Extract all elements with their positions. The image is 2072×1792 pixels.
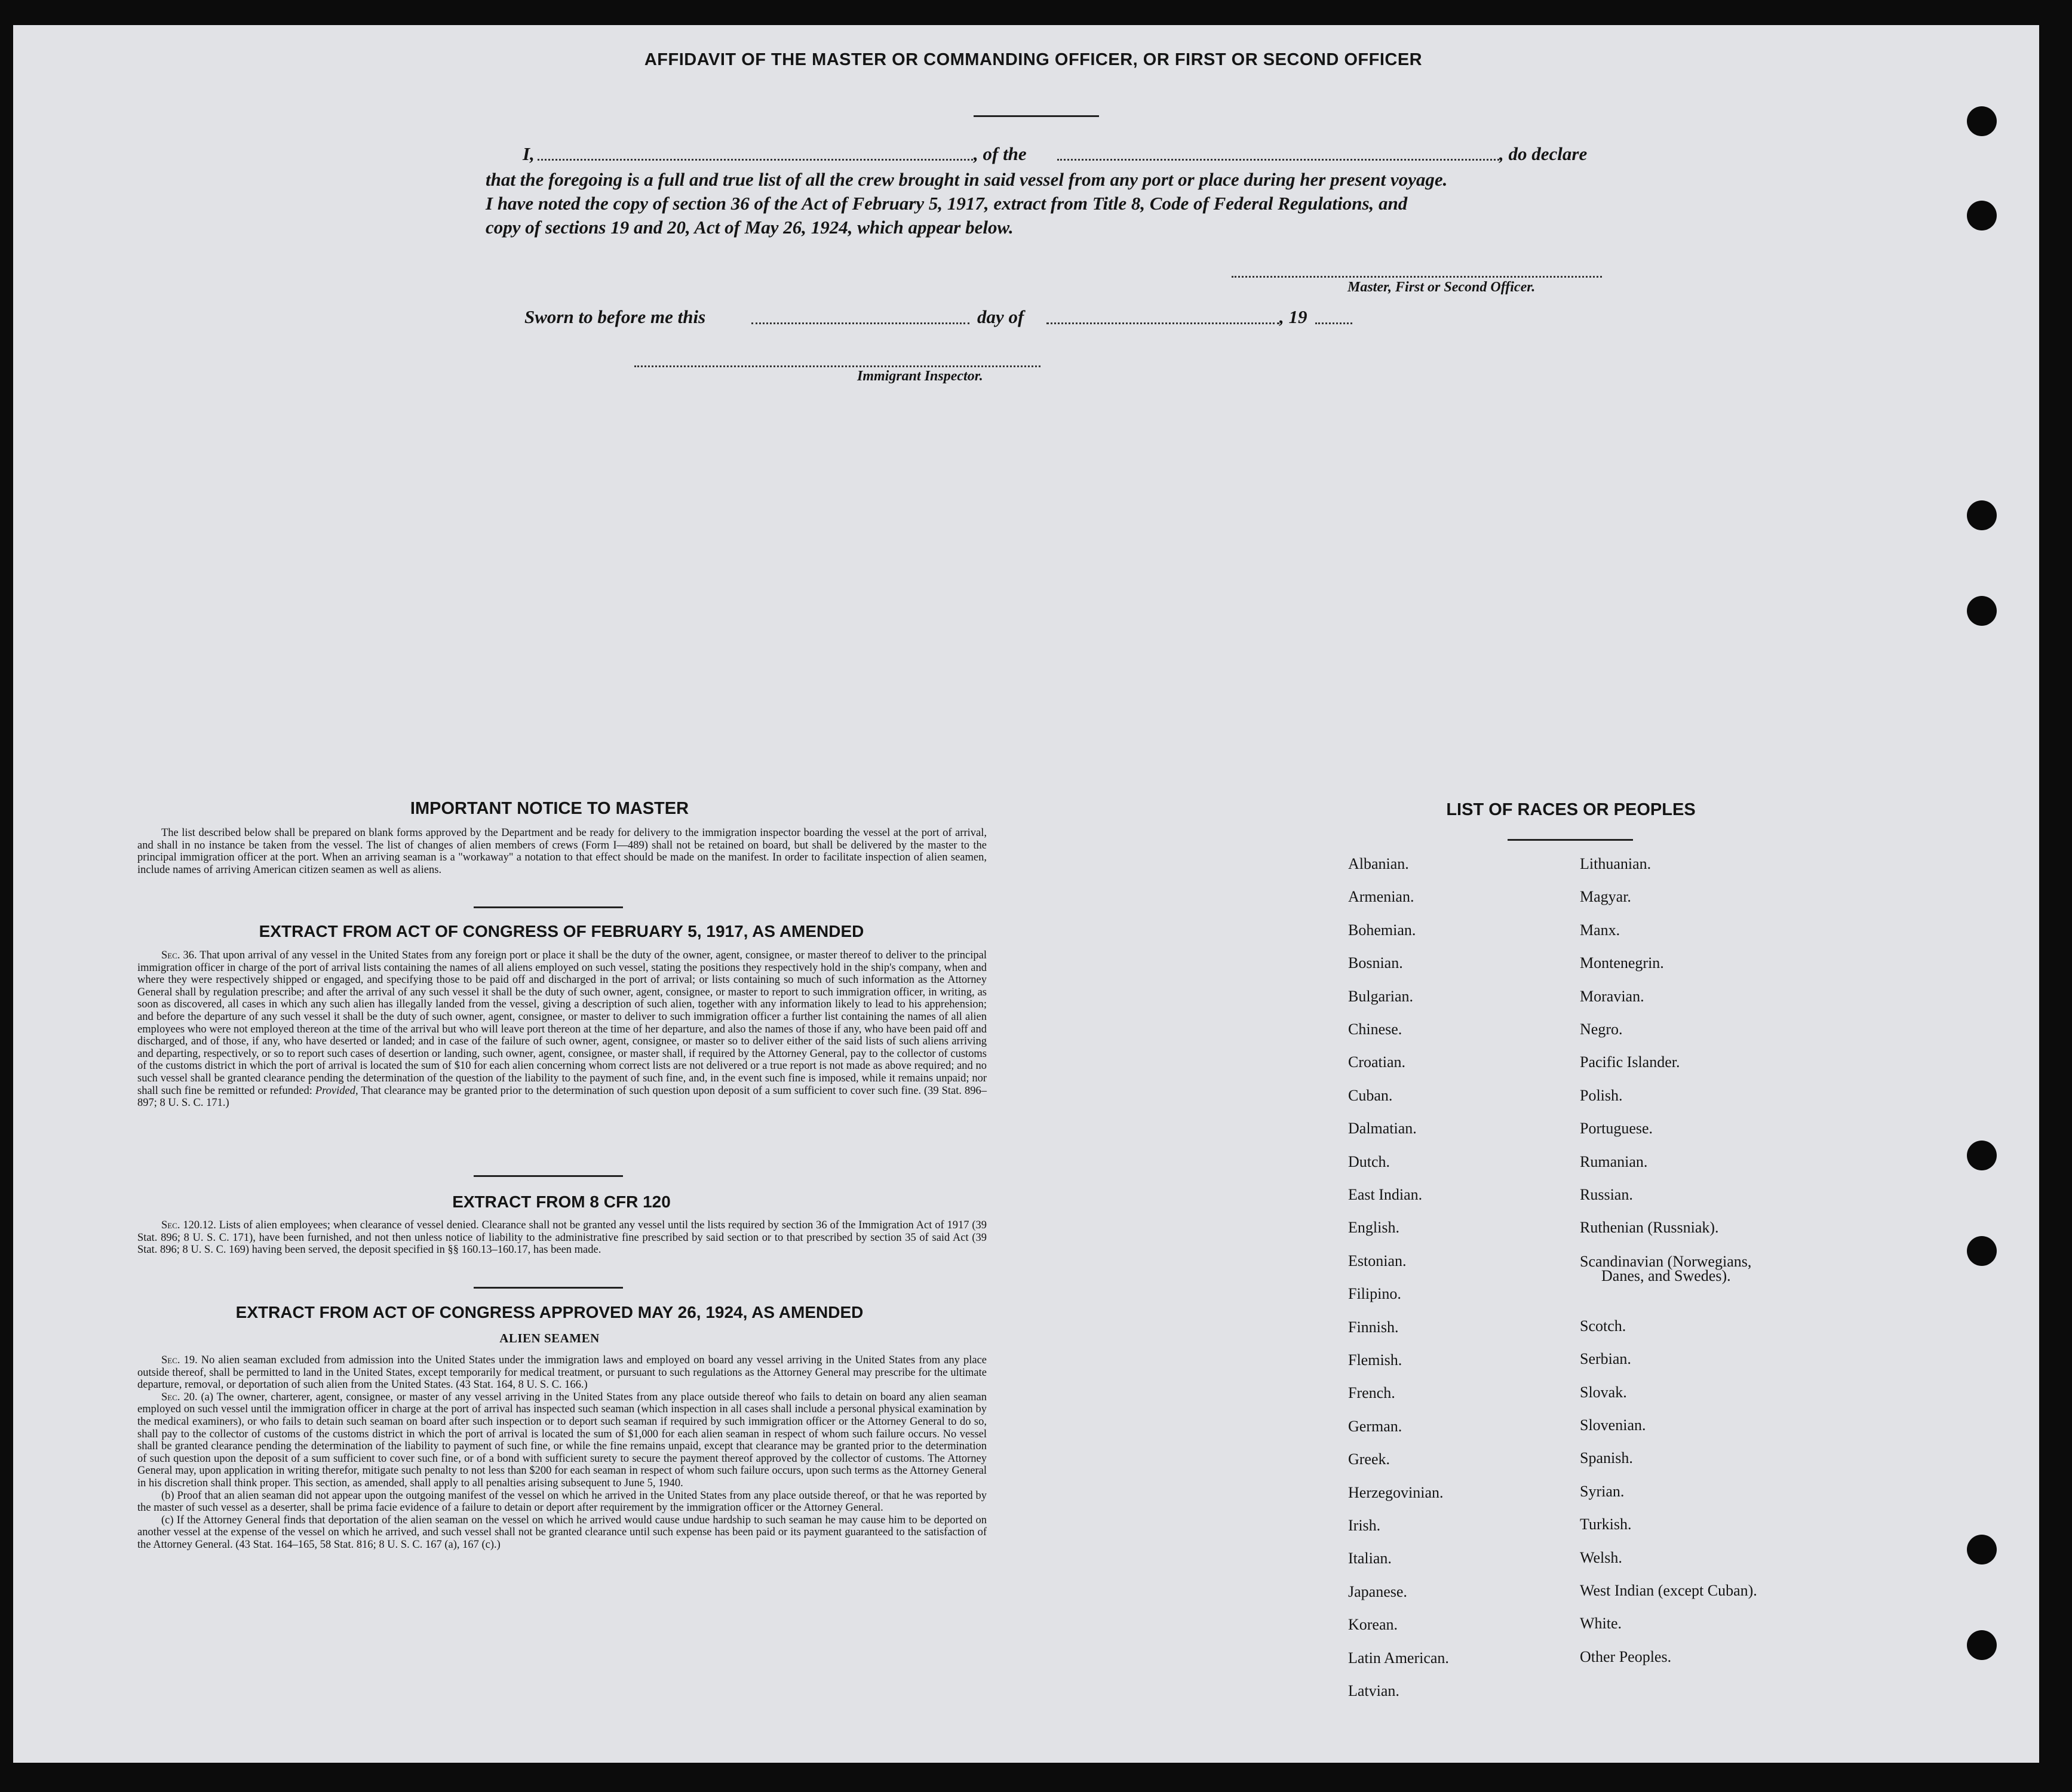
section-text: Lists of alien employees; when clearance of vessel denied. Clearance shall not be granted any vessel until the lists required by section 36 of the Immigration Act of 1917 (39 Stat. 896; 8 U. S. C. 171), have been furnished, and not then unless notice of liability to the administrative fine prescribed by said section or to that prescribed by section 35 of said Act (39 Stat. 896; 8 U. S. C. 169) having been served, the deposit specified in §§ 160.13–160.17, has been made. bbox=[137, 1219, 987, 1256]
extract-cfr-title: EXTRACT FROM 8 CFR 120 bbox=[452, 1192, 671, 1211]
race-item: Montenegrin. bbox=[1580, 954, 1664, 972]
race-item: Cuban. bbox=[1348, 1086, 1393, 1104]
day-of-label: day of bbox=[977, 306, 1024, 327]
race-item: Serbian. bbox=[1580, 1350, 1631, 1368]
sworn-label: Sworn to before me this bbox=[524, 306, 706, 327]
race-item: Russian. bbox=[1580, 1186, 1633, 1203]
race-item: Herzegovinian. bbox=[1348, 1483, 1444, 1501]
punch-hole-icon bbox=[1967, 1236, 1997, 1266]
race-item: Polish. bbox=[1580, 1086, 1623, 1104]
race-item: English. bbox=[1348, 1219, 1399, 1237]
declarant-prefix: I, bbox=[523, 143, 535, 164]
sec20c-paragraph: (c) If the Attorney General finds that deportation of the alien seaman on the vessel on which he arrived would cause undue hardship to such seaman he may cause him to be deported on another vessel at the expense of the vessel on which he arrived, and such vessel shall not be granted clearance until such expense has been paid or its payment guaranteed to the satisfaction of the Attorney General. (43 Stat. 164–165, 58 Stat. 816; 8 U. S. C. 167 (a), 167 (c).) bbox=[137, 1514, 987, 1551]
race-item: Bosnian. bbox=[1348, 954, 1403, 972]
notice-paragraph: The list described below shall be prepared on blank forms approved by the Department and be ready for delivery to the immigration inspector boarding the vessel at the port of arrival, and shall in no instance be taken from the vessel. The list of changes of alien members of crews (Form I—489) shall not be retained on board, but shall be delivered by the master to the principal immigration officer at the port. When an arriving seaman is a "workaway" a notation to that effect should be made on the manifest. In order to facilitate inspection of alien seamen, include names of arriving American citizen seamen as well as aliens. bbox=[137, 827, 987, 876]
extract-1924-subtitle: ALIEN SEAMEN bbox=[499, 1331, 600, 1345]
notice-title: IMPORTANT NOTICE TO MASTER bbox=[410, 799, 689, 818]
race-item: Manx. bbox=[1580, 921, 1620, 939]
year-label: , 19 bbox=[1279, 306, 1307, 327]
inspector-signature-field[interactable] bbox=[634, 365, 1040, 367]
race-item: Bulgarian. bbox=[1348, 987, 1414, 1005]
race-item: Negro. bbox=[1580, 1021, 1623, 1038]
race-item: Croatian. bbox=[1348, 1053, 1406, 1071]
race-item: Scotch. bbox=[1580, 1317, 1626, 1335]
extract-1917-title: EXTRACT FROM ACT OF CONGRESS OF FEBRUARY 5, 1917, AS AMENDED bbox=[259, 922, 864, 940]
inspector-label: Immigrant Inspector. bbox=[857, 368, 983, 384]
extract-cfr-paragraph bbox=[137, 1219, 987, 1256]
race-item: White. bbox=[1580, 1615, 1622, 1633]
race-item: Latin American. bbox=[1348, 1649, 1449, 1667]
punch-hole-icon bbox=[1967, 106, 1997, 136]
divider bbox=[974, 115, 1099, 117]
section-text: No alien seaman excluded from admission into the United States under the immigration laws and employed on board any vessel arriving in the United States from any place outside thereof, shall be permitted to land in the United States, except temporarily for medical treatment, or pursuant to such regulations as the Attorney General may prescribe for the ultimate departure, removal, or deportation of such alien from the United States. (43 Stat. 164, 8 U. S. C. 166.) bbox=[137, 1354, 987, 1391]
race-item: Greek. bbox=[1348, 1450, 1390, 1468]
race-item: Japanese. bbox=[1348, 1582, 1407, 1600]
race-item: Magyar. bbox=[1580, 888, 1631, 906]
punch-hole-icon bbox=[1967, 201, 1997, 230]
declare-label: , do declare bbox=[1499, 143, 1588, 164]
section-text: That upon arrival of any vessel in the United States from any foreign port or place it shall be the duty of the owner, agent, consignee, or master thereof to deliver to the principal immigration officer in charge of the port of arrival lists containing the names of all aliens employed on such vessel, stating the positions they respectively hold in the ship's company, when and where they were respectively shipped or engaged, and specifying those to be paid off and discharged in the port of arrival; or lists containing so much of such information as the Attorney General shall by regulation prescribe; and after the arrival of any such vessel it shall be the duty of such owner, agent, consignee, or master to report to such immigration officer, in writing, as soon as discovered, all cases in which any such alien has illegally landed from the vessel, giving a description of such alien, together with any information likely to lead to his apprehension; and before the departure of any such vessel it shall be the duty of such owner, agent, consignee, or master to deliver to such immigration officer a further list containing the names of all alien employees who were not employed thereon at the time of the arrival but who will leave port thereon at the time of her departure, and also the names of those if any, who have been paid off and discharged, and of those, if any, who have deserted or landed; and in case of the failure of such owner, agent, consignee, or master so to deliver either of the said lists of such aliens arriving and departing, respectively, or so to report such cases of desertion or landing, such owner, agent, consignee, or master shall, if required by the Attorney General, pay to the collector of customs of the customs district in which the port of arrival is located the sum of $10 for each alien concerning whom correct lists are not delivered or a true report is not made as above required; and no such vessel shall be granted clearance pending the determination of the question of the liability to the payment of such fine, and, in the event such fine is imposed, while it remains unpaid; nor shall such fine be remitted or refunded: bbox=[137, 949, 987, 1097]
race-item: Syrian. bbox=[1580, 1482, 1625, 1500]
vessel-name-field[interactable] bbox=[1057, 159, 1499, 161]
sworn-month-field[interactable] bbox=[1046, 322, 1279, 324]
punch-hole-icon bbox=[1967, 596, 1997, 626]
punch-hole-icon bbox=[1967, 1141, 1997, 1170]
race-item: Finnish. bbox=[1348, 1318, 1399, 1336]
race-item: East Indian. bbox=[1348, 1186, 1423, 1203]
race-item: Turkish. bbox=[1580, 1516, 1632, 1533]
race-item: Albanian. bbox=[1348, 855, 1409, 872]
race-item: Irish. bbox=[1348, 1517, 1381, 1534]
signature-field[interactable] bbox=[1232, 276, 1602, 278]
section-text: (a) The owner, charterer, agent, consignee, or master of any vessel arriving in the United States from any place outside thereof who fails to detain on board any alien seaman employed on such vessel until the immigration officer in charge at the port of arrival has inspected such seaman (which inspection in all cases shall include a personal physical examination by the medical examiners), or who fails to detain such seaman on board after such inspection or to deport such seaman if required by such immigration officer or the Attorney General to do so, shall pay to the collector of customs of the customs district in which the port of arrival is located the sum of $1,000 for each alien seaman in respect of whom such failure occurs. No vessel shall be granted clearance pending the determination of the liability to payment of such fine, or while the fine remains unpaid, except that clearance may be granted prior to the determination of such question upon the deposit of a sum sufficient to cover such fine, or of a bond with sufficient surety to secure the payment thereof approved by the collector of customs. The Attorney General may, upon application in writing therefor, mitigate such penalty to not less than $200 for each seaman in respect of whom such failure occurs, upon such terms as the Attorney General in his discretion shall think proper. This section, as amended, shall apply to all penalties arising subsequent to June 5, 1940. bbox=[137, 1391, 987, 1489]
race-item: Portuguese. bbox=[1580, 1120, 1653, 1138]
sec20a-paragraph bbox=[137, 1391, 987, 1490]
race-item: German. bbox=[1348, 1417, 1402, 1435]
races-column-1 bbox=[1348, 855, 1575, 1709]
section-label: Sec. 120.12. bbox=[161, 1219, 216, 1231]
race-item: Rumanian. bbox=[1580, 1152, 1648, 1170]
section-label: Sec. 36. bbox=[161, 949, 197, 961]
races-column-2 bbox=[1580, 855, 1878, 1709]
punch-hole-icon bbox=[1967, 1630, 1997, 1660]
section-label: Sec. 19. bbox=[161, 1354, 198, 1366]
notice-text bbox=[137, 827, 987, 876]
race-item: Italian. bbox=[1348, 1550, 1392, 1567]
race-item: Spanish. bbox=[1580, 1449, 1633, 1467]
sec20b-paragraph: (b) Proof that an alien seaman did not appear upon the outgoing manifest of the vessel on which he arrived in the United States from any place outside thereof, or that he was reported by the master of such vessel as a deserter, shall be prima facie evidence of a failure to detain or deport after requirement by the immigration officer or the Attorney General. bbox=[137, 1489, 987, 1514]
declarant-name-field[interactable] bbox=[538, 159, 977, 161]
extract-1924-title: EXTRACT FROM ACT OF CONGRESS APPROVED MAY 26, 1924, AS AMENDED bbox=[235, 1303, 864, 1321]
affidavit-line: copy of sections 19 and 20, Act of May 26, 1924, which appear below. bbox=[486, 217, 1014, 238]
of-the-label: , of the bbox=[974, 143, 1027, 164]
extract-cfr-text bbox=[137, 1219, 987, 1256]
race-item: Moravian. bbox=[1580, 987, 1644, 1005]
divider bbox=[1508, 839, 1633, 841]
race-item: Korean. bbox=[1348, 1616, 1398, 1634]
race-item: Bohemian. bbox=[1348, 921, 1416, 939]
extract-1917-paragraph bbox=[137, 949, 987, 1109]
signature-label: Master, First or Second Officer. bbox=[1347, 279, 1536, 295]
punch-hole-icon bbox=[1967, 500, 1997, 530]
race-item: Danes, and Swedes). bbox=[1601, 1267, 1731, 1285]
extract-1917-text bbox=[137, 949, 987, 1109]
divider bbox=[474, 1287, 623, 1289]
race-item: Lithuanian. bbox=[1580, 855, 1652, 872]
sworn-day-field[interactable] bbox=[751, 322, 969, 324]
affidavit-line: that the foregoing is a full and true list of all the crew brought in said vessel from any port or place during her present voyage. bbox=[486, 169, 1448, 190]
race-item: Ruthenian (Russniak). bbox=[1580, 1219, 1719, 1237]
sec19-paragraph bbox=[137, 1354, 987, 1391]
race-item: Other Peoples. bbox=[1580, 1647, 1672, 1665]
race-item: Latvian. bbox=[1348, 1682, 1399, 1699]
race-item: Filipino. bbox=[1348, 1285, 1401, 1303]
race-item: Armenian. bbox=[1348, 888, 1414, 906]
extract-1924-text bbox=[137, 1354, 987, 1551]
race-item: French. bbox=[1348, 1384, 1395, 1402]
divider bbox=[474, 1175, 623, 1177]
affidavit-title: AFFIDAVIT OF THE MASTER OR COMMANDING OFFICER, OR FIRST OR SECOND OFFICER bbox=[644, 50, 1423, 69]
race-item: Welsh. bbox=[1580, 1548, 1622, 1566]
divider bbox=[474, 906, 623, 908]
sworn-year-field[interactable] bbox=[1315, 322, 1352, 324]
race-item: Estonian. bbox=[1348, 1252, 1407, 1270]
race-item: Chinese. bbox=[1348, 1021, 1402, 1038]
affidavit-line: I have noted the copy of section 36 of the Act of February 5, 1917, extract from Title 8, Code of Federal Regulations, and bbox=[486, 193, 1408, 214]
punch-hole-icon bbox=[1967, 1535, 1997, 1564]
race-item: Slovak. bbox=[1580, 1383, 1627, 1401]
race-item: Dalmatian. bbox=[1348, 1120, 1417, 1138]
provided-label: Provided, bbox=[315, 1084, 358, 1097]
race-item: Scandinavian (Norwegians, bbox=[1580, 1253, 1752, 1271]
race-item: Flemish. bbox=[1348, 1351, 1402, 1369]
section-text-end: That clearance may be granted prior to the determination of such question upon deposit of a sum sufficient to cover such fine. (39 Stat. 896–897; 8 U. S. C. 171.) bbox=[137, 1084, 987, 1109]
section-label: Sec. 20. bbox=[161, 1391, 198, 1403]
race-item: Dutch. bbox=[1348, 1152, 1390, 1170]
race-item: West Indian (except Cuban). bbox=[1580, 1582, 1757, 1599]
race-item: Pacific Islander. bbox=[1580, 1053, 1680, 1071]
race-item: Slovenian. bbox=[1580, 1416, 1646, 1434]
races-title: LIST OF RACES OR PEOPLES bbox=[1446, 800, 1696, 819]
